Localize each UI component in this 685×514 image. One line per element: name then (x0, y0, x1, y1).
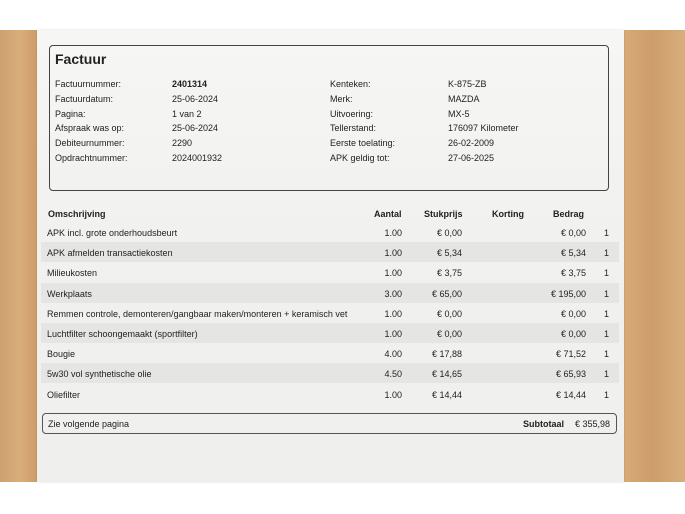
wooden-table-right-edge (623, 30, 685, 482)
meta-value-invoice-number: 2401314 (172, 79, 208, 89)
row-unit-price: € 14,44 (431, 390, 462, 400)
row-quantity: 1.00 (384, 268, 402, 278)
meta-value-page: 1 van 2 (172, 109, 202, 119)
row-unit-price: € 3,75 (436, 268, 462, 278)
meta-value-debtor-number: 2290 (172, 138, 193, 148)
row-code: 1 (604, 329, 610, 339)
subtotal-value: € 355,98 (574, 419, 610, 429)
row-amount: € 3,75 (560, 268, 586, 278)
meta-value-order-number: 2024001932 (172, 153, 223, 163)
row-description: APK afmelden transactiekosten (47, 248, 173, 258)
row-unit-price: € 0,00 (436, 228, 462, 238)
meta-label-model: Uitvoering: (330, 109, 374, 119)
meta-label-apk-valid-until: APK geldig tot: (330, 153, 390, 163)
row-amount: € 195,00 (550, 289, 586, 299)
row-unit-price: € 17,88 (431, 349, 462, 359)
next-page-note: Zie volgende pagina (48, 419, 130, 429)
row-unit-price: € 14,65 (431, 369, 462, 379)
meta-value-apk-valid-until: 27-06-2025 (448, 153, 495, 163)
row-quantity: 1.00 (384, 390, 402, 400)
row-description: Bougie (47, 349, 76, 359)
row-description: Luchtfilter schoongemaakt (sportfilter) (47, 329, 198, 339)
subtotal-label: Subtotaal (523, 419, 565, 429)
meta-value-brand: MAZDA (448, 94, 480, 104)
meta-label-invoice-date: Factuurdatum: (55, 94, 114, 104)
meta-value-license-plate: K-875-ZB (448, 79, 487, 89)
meta-label-invoice-number: Factuurnummer: (55, 79, 122, 89)
row-unit-price: € 0,00 (436, 309, 462, 319)
row-code: 1 (604, 309, 610, 319)
row-quantity: 4.50 (384, 369, 402, 379)
row-description: Werkplaats (47, 289, 92, 299)
row-quantity: 1.00 (384, 248, 402, 258)
row-quantity: 4.00 (384, 349, 402, 359)
row-amount: € 14,44 (555, 390, 586, 400)
row-unit-price: € 65,00 (431, 289, 462, 299)
header-quantity: Aantal (374, 209, 402, 219)
invoice-header-box (49, 45, 609, 191)
meta-label-order-number: Opdrachtnummer: (55, 153, 128, 163)
row-amount: € 0,00 (560, 329, 586, 339)
row-code: 1 (604, 289, 610, 299)
row-description: Oliefilter (47, 390, 81, 400)
meta-label-appointment: Afspraak was op: (55, 123, 125, 133)
meta-label-page: Pagina: (55, 109, 86, 119)
row-code: 1 (604, 349, 610, 359)
row-code: 1 (604, 369, 610, 379)
header-unit-price: Stukprijs (424, 209, 463, 219)
row-amount: € 0,00 (560, 309, 586, 319)
row-unit-price: € 0,00 (436, 329, 462, 339)
meta-label-odometer: Tellerstand: (330, 123, 377, 133)
header-description: Omschrijving (48, 209, 106, 219)
row-code: 1 (604, 390, 610, 400)
header-discount: Korting (492, 209, 524, 219)
meta-value-first-registration: 26-02-2009 (448, 138, 495, 148)
row-quantity: 1.00 (384, 309, 402, 319)
invoice-title: Factuur (55, 51, 107, 67)
row-code: 1 (604, 248, 610, 258)
row-description: APK incl. grote onderhoudsbeurt (47, 228, 178, 238)
row-amount: € 71,52 (555, 349, 586, 359)
meta-label-brand: Merk: (330, 94, 353, 104)
row-amount: € 5,34 (560, 248, 586, 258)
row-code: 1 (604, 268, 610, 278)
row-unit-price: € 5,34 (436, 248, 462, 258)
row-description: Remmen controle, demonteren/gangbaar maken/monteren + keramisch vet (47, 309, 348, 319)
row-quantity: 1.00 (384, 228, 402, 238)
meta-label-debtor-number: Debiteurnummer: (55, 138, 125, 148)
meta-label-license-plate: Kenteken: (330, 79, 371, 89)
row-description: Milieukosten (47, 268, 98, 278)
row-quantity: 1.00 (384, 329, 402, 339)
row-quantity: 3.00 (384, 289, 402, 299)
meta-value-odometer: 176097 Kilometer (448, 123, 519, 133)
row-amount: € 65,93 (555, 369, 586, 379)
meta-value-model: MX-5 (448, 109, 470, 119)
header-amount: Bedrag (553, 209, 585, 219)
meta-value-appointment: 25-06-2024 (172, 123, 219, 133)
row-amount: € 0,00 (560, 228, 586, 238)
row-description: 5w30 vol synthetische olie (47, 369, 152, 379)
meta-label-first-registration: Eerste toelating: (330, 138, 396, 148)
meta-value-invoice-date: 25-06-2024 (172, 94, 219, 104)
row-code: 1 (604, 228, 610, 238)
